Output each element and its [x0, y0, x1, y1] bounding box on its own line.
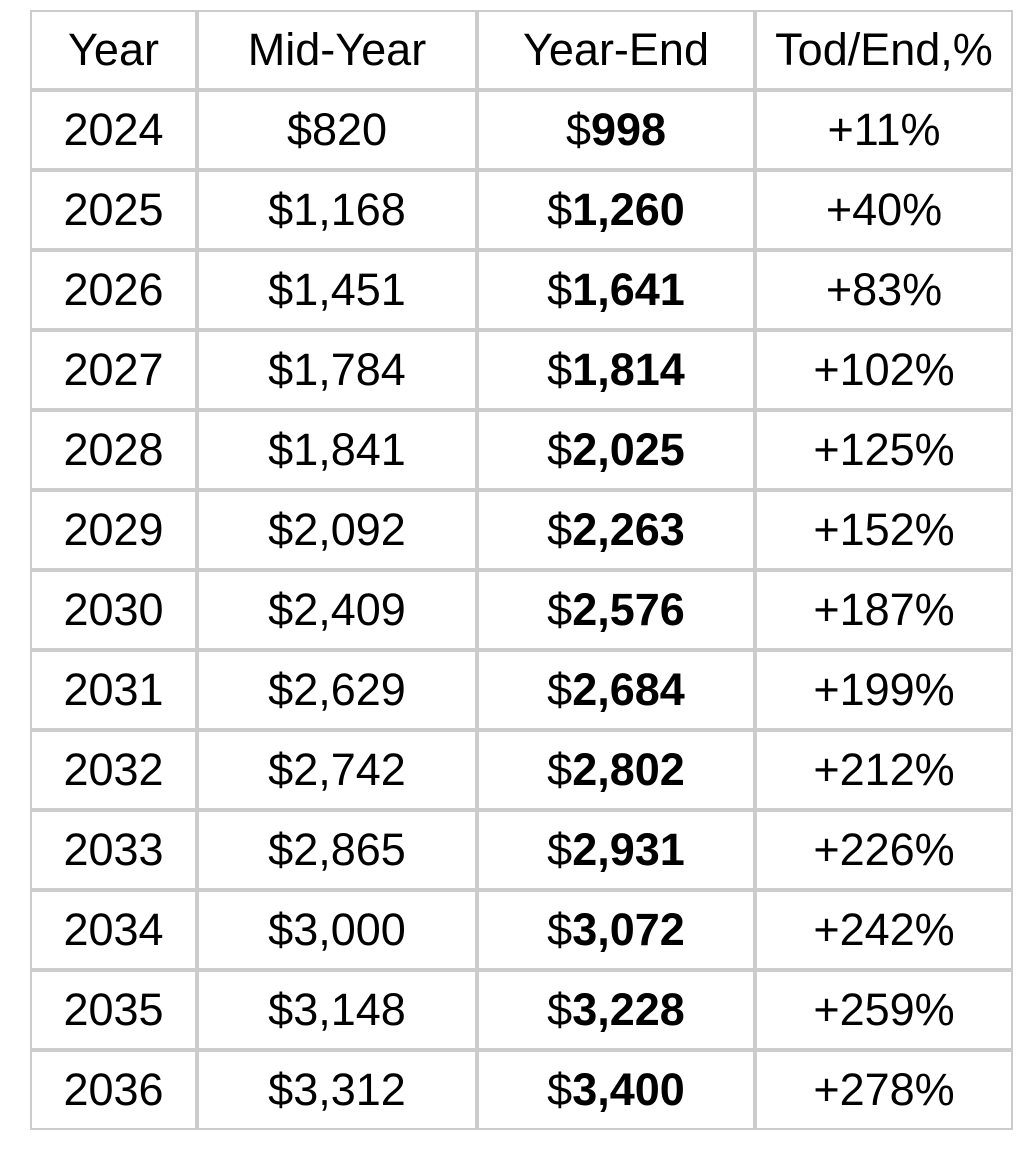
table-row — [30, 650, 1013, 730]
currency-symbol: $ — [547, 1064, 573, 1115]
year-end-value-cell — [477, 730, 755, 810]
currency-symbol: $ — [547, 504, 573, 555]
table-body — [30, 90, 1013, 1130]
year-end-amount: 3,228 — [572, 984, 685, 1035]
table-row — [30, 1050, 1013, 1130]
year-cell: 2024 — [30, 90, 197, 170]
table-row — [30, 170, 1013, 250]
mid-year-value-cell: $2,409 — [197, 570, 477, 650]
year-end-value-cell — [477, 1050, 755, 1130]
year-end-value-cell — [477, 570, 755, 650]
year-end-amount: 2,263 — [572, 504, 685, 555]
mid-year-value-cell: $1,168 — [197, 170, 477, 250]
tod-end-percent-cell: +40% — [755, 170, 1013, 250]
mid-year-value-cell: $820 — [197, 90, 477, 170]
year-end-value-cell — [477, 810, 755, 890]
year-end-amount: 2,684 — [572, 664, 685, 715]
currency-symbol: $ — [547, 984, 573, 1035]
year-cell: 2030 — [30, 570, 197, 650]
currency-symbol: $ — [547, 744, 573, 795]
tod-end-percent-cell: +226% — [755, 810, 1013, 890]
currency-symbol: $ — [547, 824, 573, 875]
price-forecast-table — [30, 10, 1013, 1130]
table-row — [30, 330, 1013, 410]
mid-year-value-cell: $1,841 — [197, 410, 477, 490]
year-cell: 2036 — [30, 1050, 197, 1130]
year-end-amount: 2,576 — [572, 584, 685, 635]
year-end-amount: 1,641 — [572, 264, 685, 315]
year-cell: 2033 — [30, 810, 197, 890]
currency-symbol: $ — [547, 904, 573, 955]
tod-end-percent-cell: +242% — [755, 890, 1013, 970]
year-cell: 2026 — [30, 250, 197, 330]
currency-symbol: $ — [547, 344, 573, 395]
year-cell: 2028 — [30, 410, 197, 490]
year-end-value-cell — [477, 970, 755, 1050]
currency-symbol: $ — [547, 184, 573, 235]
year-cell: 2027 — [30, 330, 197, 410]
table-row — [30, 730, 1013, 810]
table-row — [30, 90, 1013, 170]
table-row — [30, 890, 1013, 970]
column-header-year: Year — [30, 10, 197, 90]
year-end-amount: 1,260 — [572, 184, 685, 235]
table-header — [30, 10, 1013, 90]
mid-year-value-cell: $1,784 — [197, 330, 477, 410]
mid-year-value-cell: $2,629 — [197, 650, 477, 730]
year-cell: 2031 — [30, 650, 197, 730]
tod-end-percent-cell: +83% — [755, 250, 1013, 330]
year-end-amount: 3,072 — [572, 904, 685, 955]
mid-year-value-cell: $1,451 — [197, 250, 477, 330]
table-row — [30, 970, 1013, 1050]
year-end-value-cell — [477, 330, 755, 410]
mid-year-value-cell: $2,865 — [197, 810, 477, 890]
tod-end-percent-cell: +259% — [755, 970, 1013, 1050]
year-cell: 2034 — [30, 890, 197, 970]
tod-end-percent-cell: +212% — [755, 730, 1013, 810]
year-end-value-cell — [477, 250, 755, 330]
currency-symbol: $ — [547, 584, 573, 635]
year-cell: 2035 — [30, 970, 197, 1050]
column-header-year-end: Year-End — [477, 10, 755, 90]
year-cell: 2029 — [30, 490, 197, 570]
year-end-amount: 1,814 — [572, 344, 685, 395]
currency-symbol: $ — [547, 264, 573, 315]
currency-symbol: $ — [565, 104, 591, 155]
price-forecast-table-container — [30, 10, 1013, 1130]
year-end-value-cell — [477, 90, 755, 170]
tod-end-percent-cell: +152% — [755, 490, 1013, 570]
column-header-mid-year: Mid-Year — [197, 10, 477, 90]
tod-end-percent-cell: +199% — [755, 650, 1013, 730]
year-end-value-cell — [477, 490, 755, 570]
year-end-amount: 2,025 — [572, 424, 685, 475]
year-end-value-cell — [477, 170, 755, 250]
header-row — [30, 10, 1013, 90]
mid-year-value-cell: $2,742 — [197, 730, 477, 810]
table-row — [30, 490, 1013, 570]
table-row — [30, 810, 1013, 890]
column-header-tod-end: Tod/End,% — [755, 10, 1013, 90]
year-cell: 2025 — [30, 170, 197, 250]
tod-end-percent-cell: +187% — [755, 570, 1013, 650]
mid-year-value-cell: $3,000 — [197, 890, 477, 970]
year-end-amount: 998 — [590, 104, 667, 155]
year-end-amount: 2,802 — [572, 744, 685, 795]
table-row — [30, 250, 1013, 330]
table-row — [30, 570, 1013, 650]
tod-end-percent-cell: +102% — [755, 330, 1013, 410]
year-end-value-cell — [477, 650, 755, 730]
year-end-amount: 3,400 — [572, 1064, 685, 1115]
table-row — [30, 410, 1013, 490]
year-cell: 2032 — [30, 730, 197, 810]
year-end-value-cell — [477, 890, 755, 970]
year-end-amount: 2,931 — [572, 824, 685, 875]
mid-year-value-cell: $3,148 — [197, 970, 477, 1050]
currency-symbol: $ — [547, 664, 573, 715]
year-end-value-cell — [477, 410, 755, 490]
tod-end-percent-cell: +278% — [755, 1050, 1013, 1130]
tod-end-percent-cell: +125% — [755, 410, 1013, 490]
tod-end-percent-cell: +11% — [755, 90, 1013, 170]
mid-year-value-cell: $2,092 — [197, 490, 477, 570]
mid-year-value-cell: $3,312 — [197, 1050, 477, 1130]
currency-symbol: $ — [547, 424, 573, 475]
